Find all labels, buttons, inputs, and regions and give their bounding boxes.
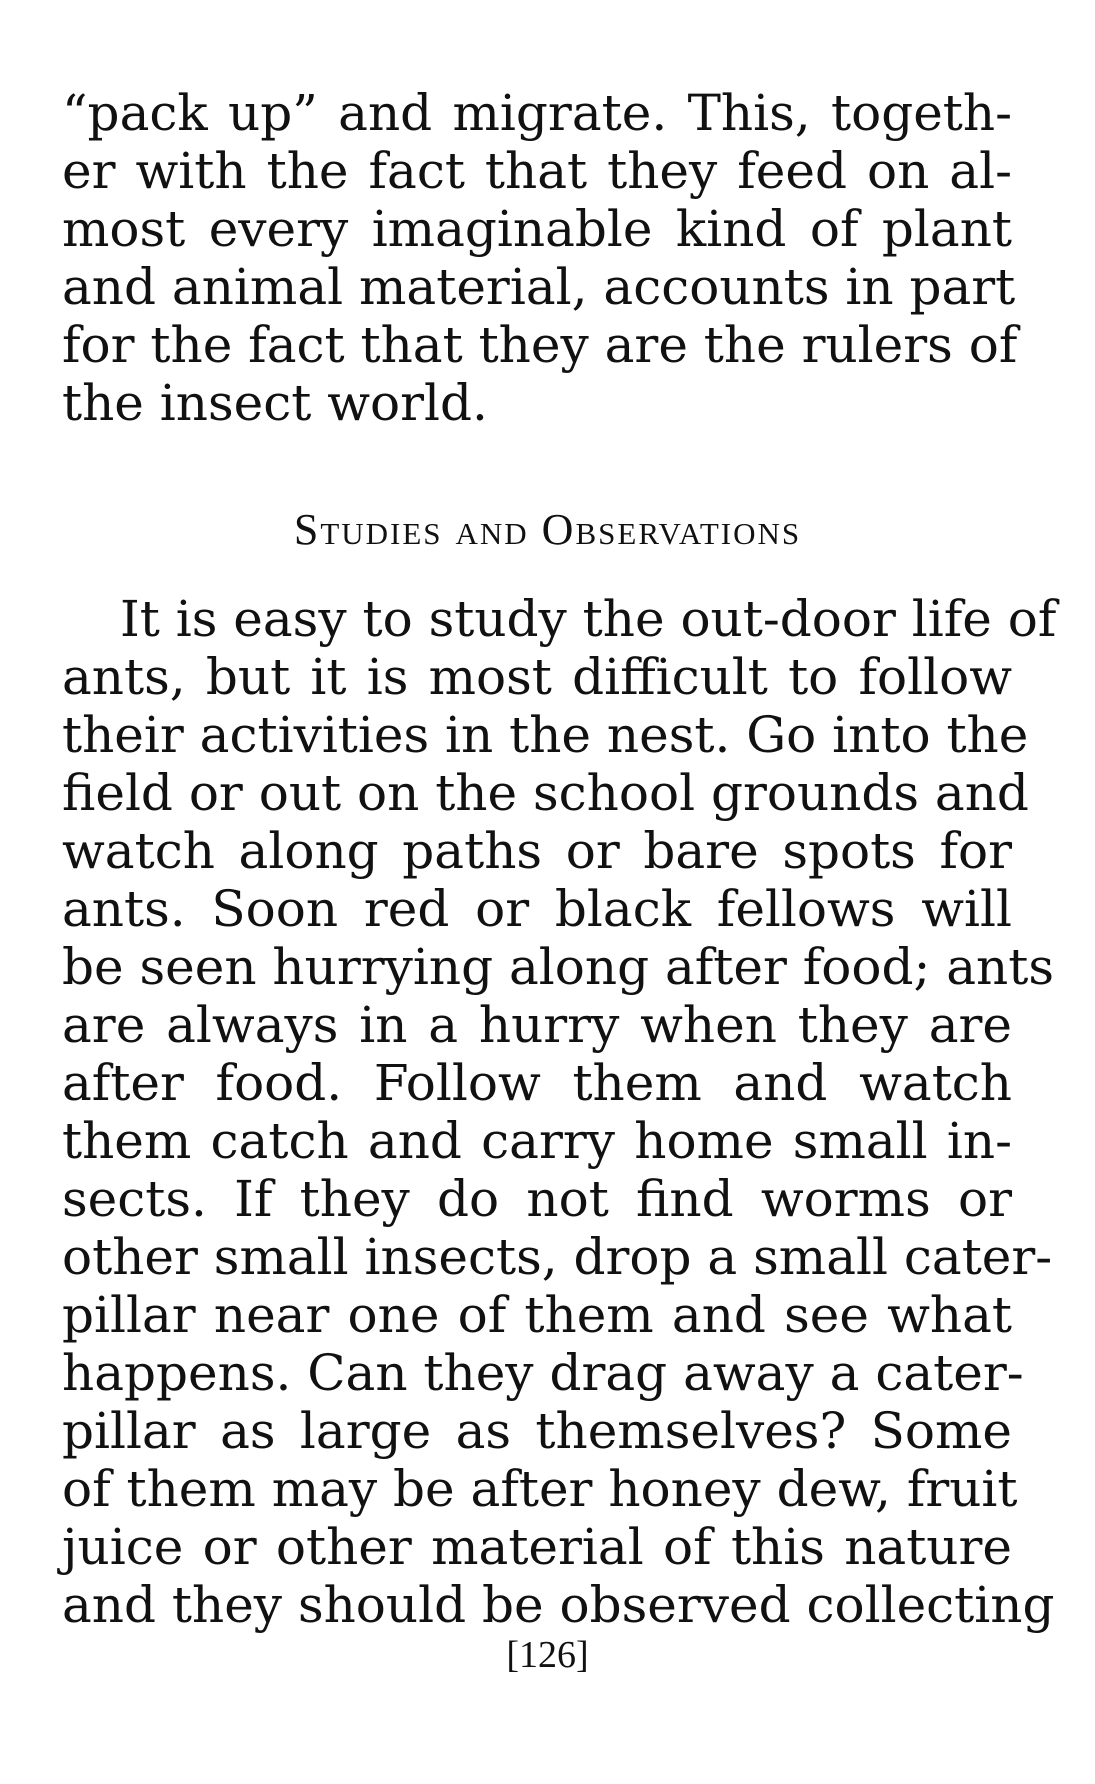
page-number: [126] <box>506 1634 589 1676</box>
text-line: happens. Can they drag away a cater- <box>62 1344 1024 1402</box>
text-line: other small insects, drop a small cater- <box>62 1228 1053 1286</box>
text-line: watch along paths or bare spots for <box>62 822 1012 880</box>
text-line: ants. Soon red or black fellows will <box>62 880 1012 938</box>
text-line: after food. Follow them and watch <box>62 1054 1012 1112</box>
section-heading: Studies and Observations <box>293 505 802 554</box>
paragraph-continuation <box>62 84 1018 432</box>
text-line: for the fact that they are the rulers of <box>62 316 1018 374</box>
text-line: of them may be after honey dew, fruit <box>62 1460 1018 1518</box>
text-line: pillar as large as themselves? Some <box>62 1402 1012 1460</box>
text-line: er with the fact that they feed on al- <box>62 142 1012 200</box>
text-line: most every imaginable kind of plant <box>62 200 1012 258</box>
text-line: It is easy to study the out-door life of <box>120 590 1057 648</box>
text-line: are always in a hurry when they are <box>62 996 1012 1054</box>
text-line: field or out on the school grounds and <box>62 764 1029 822</box>
text-line: ants, but it is most difficult to follow <box>62 648 1012 706</box>
paragraph-studies <box>62 590 1057 1634</box>
text-line: pillar near one of them and see what <box>62 1286 1012 1344</box>
text-line: and animal material, accounts in part <box>62 258 1016 316</box>
text-line: juice or other material of this nature <box>62 1518 1012 1576</box>
text-line: “pack up” and migrate. This, togeth- <box>62 84 1012 142</box>
text-line: their activities in the nest. Go into the <box>62 706 1029 764</box>
text-line: them catch and carry home small in- <box>62 1112 1012 1170</box>
text-line: and they should be observed collecting <box>62 1576 1055 1634</box>
text-line: be seen hurrying along after food; ants <box>62 938 1054 996</box>
text-line: the insect world. <box>62 374 488 432</box>
text-line: sects. If they do not find worms or <box>62 1170 1012 1228</box>
